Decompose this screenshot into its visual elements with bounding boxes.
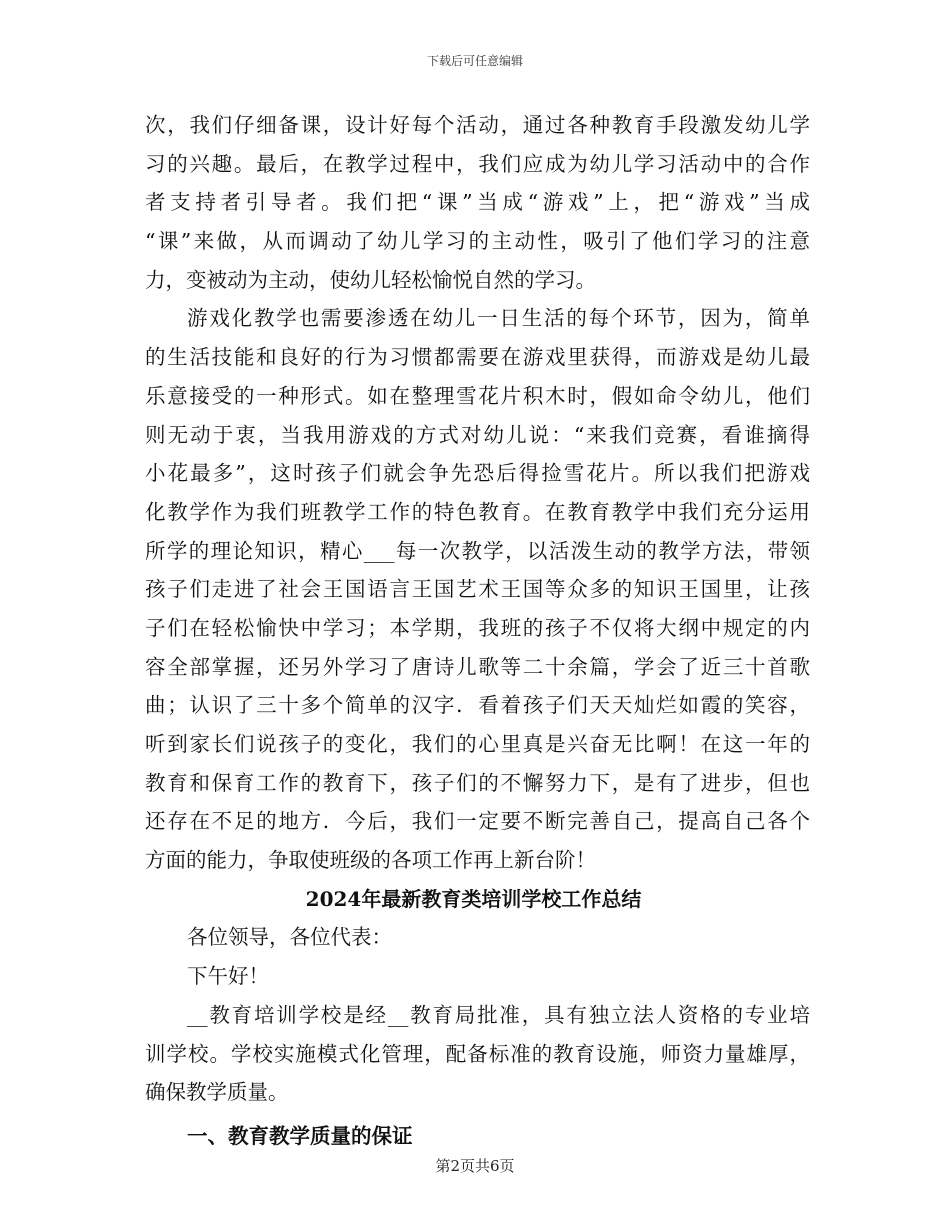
- paragraph-line: __教育培训学校是经__教育局批准，具有独立法人资格的专业培: [187, 1002, 810, 1027]
- paragraph-line: 还存在不足的地方．今后，我们一定要不断完善自己，提高自己各个: [145, 809, 810, 834]
- paragraph-line: 子们在轻松愉快中学习；本学期，我班的孩子不仅将大纲中规定的内: [145, 615, 810, 640]
- paragraph-line: 孩子们走进了社会王国语言王国艺术王国等众多的知识王国里，让孩: [145, 577, 810, 602]
- paragraph-line: 者支持者引导者。我们把“课”当成“游戏”上，把“游戏”当成: [145, 190, 810, 215]
- paragraph-line: 游戏化教学也需要渗透在幼儿一日生活的每个环节，因为，简单: [187, 306, 810, 331]
- paragraph-line: 训学校。学校实施模式化管理，配备标准的教育设施，师资力量雄厚，: [145, 1041, 810, 1066]
- paragraph-line: 乐意接受的一种形式。如在整理雪花片积木时，假如命令幼儿，他们: [145, 383, 810, 408]
- paragraph-line: 的生活技能和良好的行为习惯都需要在游戏里获得，而游戏是幼儿最: [145, 345, 810, 370]
- paragraph-line: 小花最多”，这时孩子们就会争先恐后得捡雪花片。所以我们把游戏: [145, 461, 810, 486]
- section-heading: 一、教育教学质量的保证: [187, 1123, 413, 1148]
- document-body: [145, 106, 810, 1154]
- paragraph-line: 所学的理论知识，精心___每一次教学，以活泼生动的教学方法，带领: [145, 538, 810, 563]
- paragraph-line: 化教学作为我们班教学工作的特色教育。在教育教学中我们充分运用: [145, 499, 810, 524]
- page-header: 下载后可任意编辑: [426, 54, 523, 68]
- section-title: 2024年最新教育类培训学校工作总结: [305, 886, 642, 911]
- paragraph-line: 方面的能力，争取使班级的各项工作再上新台阶！: [145, 848, 596, 873]
- salutation-line: 下午好！: [187, 964, 269, 989]
- paragraph-line: 听到家长们说孩子的变化，我们的心里真是兴奋无比啊！在这一年的: [145, 732, 810, 756]
- paragraph-line: 则无动于衷，当我用游戏的方式对幼儿说：“来我们竞赛，看谁摘得: [145, 422, 810, 447]
- paragraph-line: 教育和保育工作的教育下，孩子们的不懈努力下，是有了进步，但也: [145, 770, 810, 795]
- paragraph-line: 习的兴趣。最后，在教学过程中，我们应成为幼儿学习活动中的合作: [145, 151, 810, 176]
- paragraph-line: 力，变被动为主动，使幼儿轻松愉悦自然的学习。: [145, 267, 596, 292]
- greeting-line: 各位领导，各位代表：: [187, 925, 392, 950]
- paragraph-line: 确保教学质量。: [145, 1080, 289, 1105]
- paragraph-line: 容全部掌握，还另外学习了唐诗儿歌等二十余篇，学会了近三十首歌: [145, 654, 810, 679]
- page-footer: 第2页共6页: [435, 1157, 515, 1175]
- paragraph-line: 次，我们仔细备课，设计好每个活动，通过各种教育手段激发幼儿学: [145, 113, 810, 137]
- paragraph-line: 曲；认识了三十多个简单的汉字．看着孩子们天天灿烂如霞的笑容，: [145, 693, 810, 718]
- paragraph-line: “课”来做，从而调动了幼儿学习的主动性，吸引了他们学习的注意: [145, 229, 810, 254]
